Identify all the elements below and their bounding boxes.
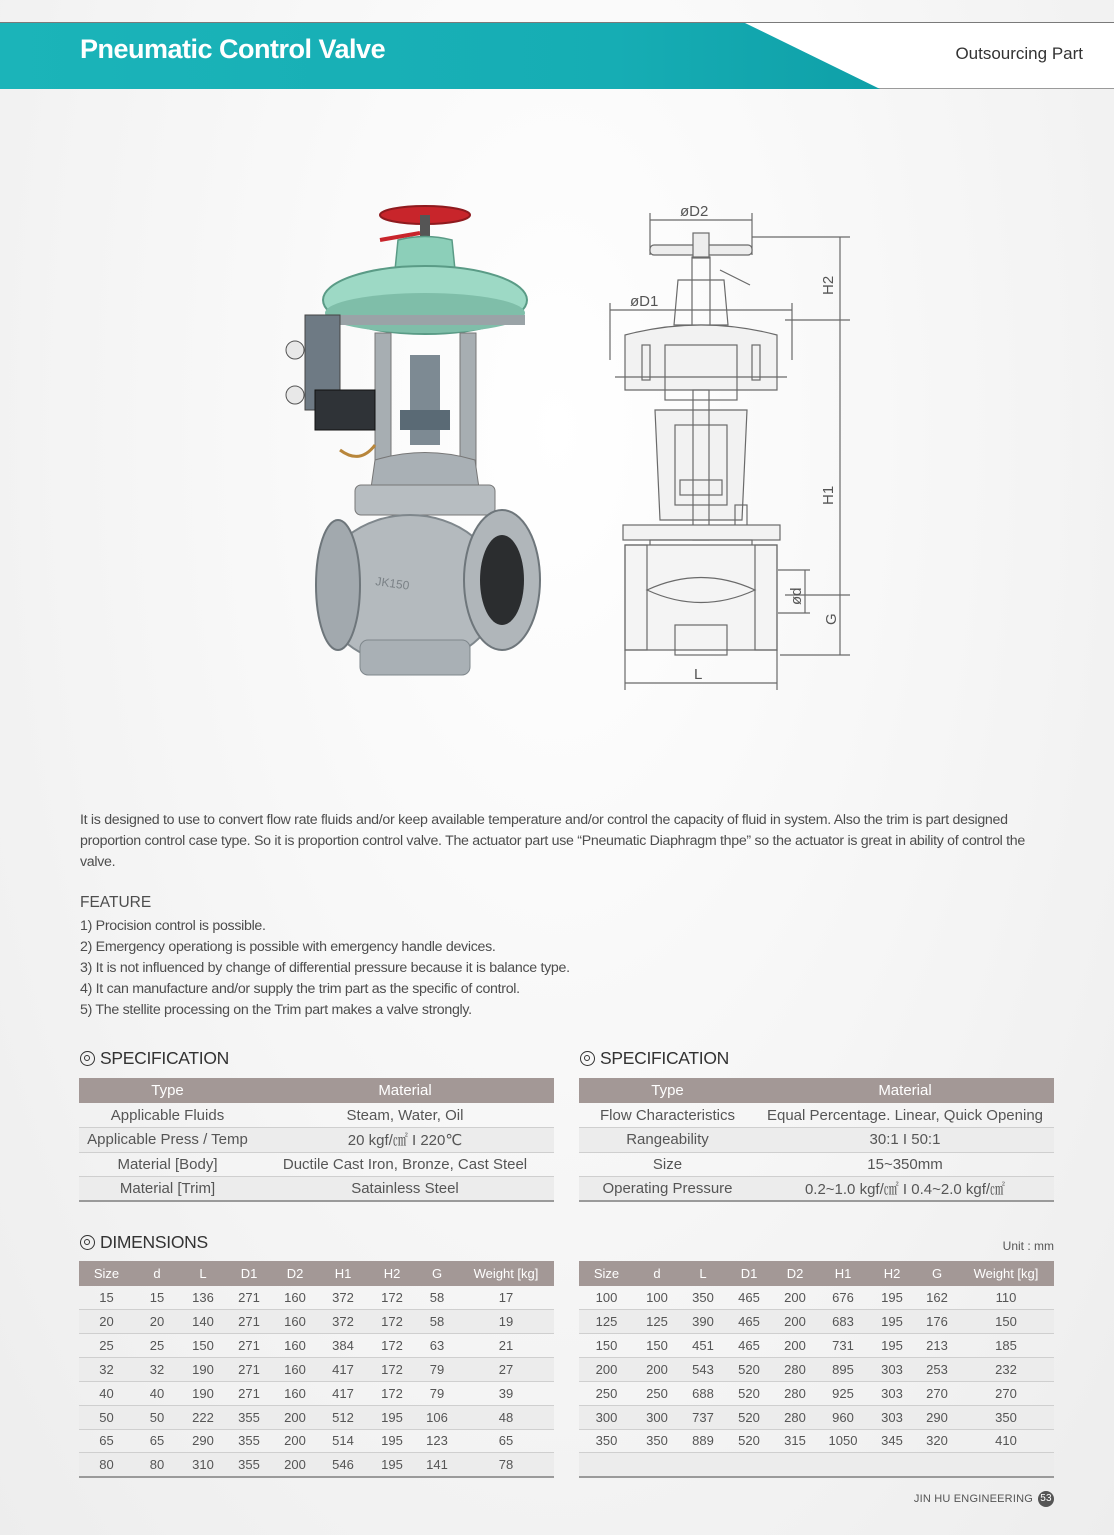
table-cell: 185 <box>958 1334 1054 1358</box>
table-row <box>579 1334 1054 1358</box>
table-row <box>579 1310 1054 1334</box>
table-cell: 250 <box>579 1381 634 1405</box>
table-cell: 280 <box>772 1405 818 1429</box>
table-cell: 1050 <box>818 1429 868 1453</box>
table-cell: 543 <box>680 1358 726 1382</box>
label-h2: H2 <box>820 275 837 295</box>
column-header: Size <box>79 1261 134 1286</box>
table-cell: 310 <box>180 1453 226 1477</box>
table-cell: 520 <box>726 1405 772 1429</box>
table-cell: 40 <box>79 1381 134 1405</box>
double-circle-icon <box>580 1051 595 1066</box>
column-header: H1 <box>818 1261 868 1286</box>
table-cell: 451 <box>680 1334 726 1358</box>
table-cell: 172 <box>368 1334 416 1358</box>
table-cell: 683 <box>818 1310 868 1334</box>
valve-illustration <box>280 195 860 705</box>
column-header: d <box>134 1261 180 1286</box>
double-circle-icon <box>80 1235 95 1250</box>
table-cell: 889 <box>680 1429 726 1453</box>
table-cell: 417 <box>318 1381 368 1405</box>
spec-right-heading: SPECIFICATION <box>580 1048 729 1069</box>
table-cell: 19 <box>458 1310 554 1334</box>
svg-text:JK150: JK150 <box>374 574 411 593</box>
table-cell: 300 <box>579 1405 634 1429</box>
section-label: Outsourcing Part <box>955 44 1083 63</box>
table-cell: 271 <box>226 1358 272 1382</box>
table-cell: 270 <box>916 1381 958 1405</box>
table-cell <box>772 1453 818 1477</box>
table-cell: 271 <box>226 1286 272 1310</box>
table-cell: 20 <box>79 1310 134 1334</box>
table-cell: 15 <box>79 1286 134 1310</box>
table-row: Material [Body] Ductile Cast Iron, Bronze, Cast Steel <box>79 1152 554 1177</box>
table-cell: 27 <box>458 1358 554 1382</box>
column-header: Material <box>756 1078 1054 1103</box>
label-d2: øD2 <box>680 203 709 220</box>
table-header-row <box>579 1078 1054 1103</box>
feature-item: 4) It can manufacture and/or supply the trim part as the specific of control. <box>80 981 520 997</box>
table-cell: 200 <box>272 1405 318 1429</box>
table-cell: 232 <box>958 1358 1054 1382</box>
table-row <box>79 1453 554 1477</box>
spec-left-heading: SPECIFICATION <box>80 1048 229 1069</box>
table-cell: 372 <box>318 1310 368 1334</box>
table-cell: 895 <box>818 1358 868 1382</box>
column-header: G <box>416 1261 458 1286</box>
table-cell: 195 <box>368 1429 416 1453</box>
page-number: 53 <box>1038 1491 1054 1507</box>
column-header: D1 <box>226 1261 272 1286</box>
feature-list <box>80 916 570 1021</box>
table-cell: 200 <box>579 1358 634 1382</box>
table-cell: 280 <box>772 1381 818 1405</box>
column-header: Material <box>256 1078 554 1103</box>
table-cell: 737 <box>680 1405 726 1429</box>
table-cell: 688 <box>680 1381 726 1405</box>
column-header: D2 <box>272 1261 318 1286</box>
table-cell: 50 <box>79 1405 134 1429</box>
table-row <box>579 1453 1054 1477</box>
table-cell: 303 <box>868 1381 916 1405</box>
table-row <box>79 1358 554 1382</box>
table-cell: 520 <box>726 1429 772 1453</box>
table-cell: 253 <box>916 1358 958 1382</box>
table-cell: 417 <box>318 1358 368 1382</box>
table-cell <box>680 1453 726 1477</box>
column-header: D1 <box>726 1261 772 1286</box>
table-row <box>579 1429 1054 1453</box>
table-cell: 160 <box>272 1358 318 1382</box>
table-cell: 200 <box>772 1334 818 1358</box>
label-h1: H1 <box>820 485 837 505</box>
table-cell: 200 <box>272 1453 318 1477</box>
table-cell: 160 <box>272 1310 318 1334</box>
table-cell: 110 <box>958 1286 1054 1310</box>
table-cell: 123 <box>416 1429 458 1453</box>
table-cell: 58 <box>416 1310 458 1334</box>
table-row <box>79 1405 554 1429</box>
table-cell: 290 <box>180 1429 226 1453</box>
table-cell: 160 <box>272 1334 318 1358</box>
table-cell: 676 <box>818 1286 868 1310</box>
dimensions-right-table <box>579 1261 1054 1478</box>
table-cell: 25 <box>134 1334 180 1358</box>
table-cell: 280 <box>772 1358 818 1382</box>
table-cell: 350 <box>634 1429 680 1453</box>
table-cell: 58 <box>416 1286 458 1310</box>
table-cell: 355 <box>226 1405 272 1429</box>
feature-heading: FEATURE <box>80 894 152 911</box>
table-header-row <box>79 1078 554 1103</box>
label-g: G <box>823 613 840 625</box>
column-header: Weight [kg] <box>458 1261 554 1286</box>
table-cell: 350 <box>680 1286 726 1310</box>
table-cell: 300 <box>634 1405 680 1429</box>
table-cell: 271 <box>226 1381 272 1405</box>
unit-label: Unit : mm <box>1002 1239 1054 1253</box>
table-cell: 350 <box>579 1429 634 1453</box>
table-cell: 271 <box>226 1334 272 1358</box>
table-cell: 512 <box>318 1405 368 1429</box>
table-cell: 195 <box>868 1310 916 1334</box>
table-cell: 65 <box>79 1429 134 1453</box>
table-cell: 65 <box>458 1429 554 1453</box>
table-cell: 213 <box>916 1334 958 1358</box>
table-row: Material [Trim] Satainless Steel <box>79 1177 554 1202</box>
table-cell: 176 <box>916 1310 958 1334</box>
table-cell: 140 <box>180 1310 226 1334</box>
table-cell <box>916 1453 958 1477</box>
table-cell: 925 <box>818 1381 868 1405</box>
table-cell <box>958 1453 1054 1477</box>
valve-photo <box>286 206 540 675</box>
table-cell: 303 <box>868 1358 916 1382</box>
table-row: Applicable Fluids Steam, Water, Oil <box>79 1103 554 1128</box>
spec-right-table <box>579 1078 1054 1202</box>
table-cell: 200 <box>634 1358 680 1382</box>
table-cell: 200 <box>772 1286 818 1310</box>
column-header: H1 <box>318 1261 368 1286</box>
table-cell: 79 <box>416 1381 458 1405</box>
label-l: L <box>694 666 703 683</box>
table-cell <box>868 1453 916 1477</box>
table-row <box>79 1381 554 1405</box>
column-header: L <box>180 1261 226 1286</box>
table-cell: 372 <box>318 1286 368 1310</box>
table-cell: 195 <box>368 1453 416 1477</box>
table-header-row <box>79 1261 554 1286</box>
column-header: G <box>916 1261 958 1286</box>
table-cell: 100 <box>634 1286 680 1310</box>
table-cell: 514 <box>318 1429 368 1453</box>
table-cell: 172 <box>368 1358 416 1382</box>
feature-item: 1) Procision control is possible. <box>80 918 266 934</box>
table-cell: 546 <box>318 1453 368 1477</box>
table-cell: 80 <box>79 1453 134 1477</box>
table-cell: 63 <box>416 1334 458 1358</box>
table-row <box>579 1358 1054 1382</box>
column-header: d <box>634 1261 680 1286</box>
table-cell: 320 <box>916 1429 958 1453</box>
table-cell: 200 <box>272 1429 318 1453</box>
table-cell: 731 <box>818 1334 868 1358</box>
table-cell: 160 <box>272 1286 318 1310</box>
table-row: Operating Pressure 0.2~1.0 kgf/㎠ I 0.4~2.0 kgf/㎠ <box>579 1177 1054 1202</box>
column-header: Type <box>79 1078 256 1103</box>
table-cell: 195 <box>368 1405 416 1429</box>
table-row <box>79 1429 554 1453</box>
table-cell: 17 <box>458 1286 554 1310</box>
table-cell: 150 <box>180 1334 226 1358</box>
table-cell: 190 <box>180 1381 226 1405</box>
table-cell: 195 <box>868 1334 916 1358</box>
table-row <box>79 1286 554 1310</box>
feature-item: 2) Emergency operationg is possible with emergency handle devices. <box>80 939 496 955</box>
table-cell: 315 <box>772 1429 818 1453</box>
label-d: ød <box>788 587 805 605</box>
table-cell <box>634 1453 680 1477</box>
table-row: Flow Characteristics Equal Percentage. Linear, Quick Opening <box>579 1103 1054 1128</box>
table-row: Size 15~350mm <box>579 1152 1054 1177</box>
table-cell: 32 <box>79 1358 134 1382</box>
table-cell: 40 <box>134 1381 180 1405</box>
table-cell: 520 <box>726 1358 772 1382</box>
table-cell: 150 <box>579 1334 634 1358</box>
table-cell: 150 <box>634 1334 680 1358</box>
table-cell: 160 <box>272 1381 318 1405</box>
feature-item: 5) The stellite processing on the Trim part makes a valve strongly. <box>80 1002 472 1018</box>
table-cell: 25 <box>79 1334 134 1358</box>
footer <box>914 1491 1054 1507</box>
table-cell: 79 <box>416 1358 458 1382</box>
valve-technical-drawing <box>610 213 850 690</box>
table-header-row <box>579 1261 1054 1286</box>
table-cell: 100 <box>579 1286 634 1310</box>
label-d1: øD1 <box>630 293 659 310</box>
table-cell: 20 <box>134 1310 180 1334</box>
table-cell: 520 <box>726 1381 772 1405</box>
table-cell: 80 <box>134 1453 180 1477</box>
table-cell: 345 <box>868 1429 916 1453</box>
table-cell: 355 <box>226 1453 272 1477</box>
spec-left-table <box>79 1078 554 1202</box>
table-row <box>79 1310 554 1334</box>
table-cell: 222 <box>180 1405 226 1429</box>
table-row <box>579 1381 1054 1405</box>
table-cell: 190 <box>180 1358 226 1382</box>
table-cell: 150 <box>958 1310 1054 1334</box>
column-header: D2 <box>772 1261 818 1286</box>
table-cell: 355 <box>226 1429 272 1453</box>
description-paragraph: It is designed to use to convert flow rate fluids and/or keep available temperature and/or control the capacity of fluid in system. Also the trim is part designed proportion control case type. So it is proportion control valve. The actuator part use “Pneumatic Diaphragm thpe” so the actuator is great in ability of control the valve. <box>80 812 1025 870</box>
dimensions-heading: DIMENSIONS <box>80 1232 208 1253</box>
table-cell: 410 <box>958 1429 1054 1453</box>
table-cell: 303 <box>868 1405 916 1429</box>
column-header: Type <box>579 1078 756 1103</box>
table-row <box>579 1405 1054 1429</box>
feature-item: 3) It is not influenced by change of differential pressure because it is balance type. <box>80 960 570 976</box>
company-name: JIN HU ENGINEERING <box>913 1492 1033 1505</box>
table-row: Applicable Press / Temp 20 kgf/㎠ I 220℃ <box>79 1128 554 1153</box>
table-cell: 48 <box>458 1405 554 1429</box>
table-cell: 960 <box>818 1405 868 1429</box>
table-row: Rangeability 30:1 I 50:1 <box>579 1128 1054 1153</box>
page-title: Pneumatic Control Valve <box>80 34 386 64</box>
table-cell: 141 <box>416 1453 458 1477</box>
double-circle-icon <box>80 1051 95 1066</box>
table-row <box>579 1286 1054 1310</box>
table-cell: 195 <box>868 1286 916 1310</box>
table-cell: 290 <box>916 1405 958 1429</box>
table-cell <box>818 1453 868 1477</box>
dimensions-left-table <box>79 1261 554 1478</box>
table-cell: 65 <box>134 1429 180 1453</box>
table-cell <box>579 1453 634 1477</box>
table-cell: 78 <box>458 1453 554 1477</box>
table-cell: 39 <box>458 1381 554 1405</box>
table-cell: 390 <box>680 1310 726 1334</box>
table-cell: 271 <box>226 1310 272 1334</box>
table-cell: 32 <box>134 1358 180 1382</box>
table-cell: 162 <box>916 1286 958 1310</box>
table-cell: 106 <box>416 1405 458 1429</box>
table-cell: 136 <box>180 1286 226 1310</box>
table-cell: 125 <box>634 1310 680 1334</box>
table-cell: 21 <box>458 1334 554 1358</box>
column-header: Size <box>579 1261 634 1286</box>
column-header: H2 <box>368 1261 416 1286</box>
table-cell: 125 <box>579 1310 634 1334</box>
table-cell: 172 <box>368 1310 416 1334</box>
table-cell: 172 <box>368 1286 416 1310</box>
column-header: H2 <box>868 1261 916 1286</box>
table-cell: 270 <box>958 1381 1054 1405</box>
table-cell: 465 <box>726 1286 772 1310</box>
table-cell: 172 <box>368 1381 416 1405</box>
table-cell: 465 <box>726 1310 772 1334</box>
table-cell <box>726 1453 772 1477</box>
table-cell: 384 <box>318 1334 368 1358</box>
table-cell: 350 <box>958 1405 1054 1429</box>
table-cell: 50 <box>134 1405 180 1429</box>
table-cell: 200 <box>772 1310 818 1334</box>
column-header: Weight [kg] <box>958 1261 1054 1286</box>
table-cell: 465 <box>726 1334 772 1358</box>
table-row <box>79 1334 554 1358</box>
table-cell: 15 <box>134 1286 180 1310</box>
column-header: L <box>680 1261 726 1286</box>
table-cell: 250 <box>634 1381 680 1405</box>
